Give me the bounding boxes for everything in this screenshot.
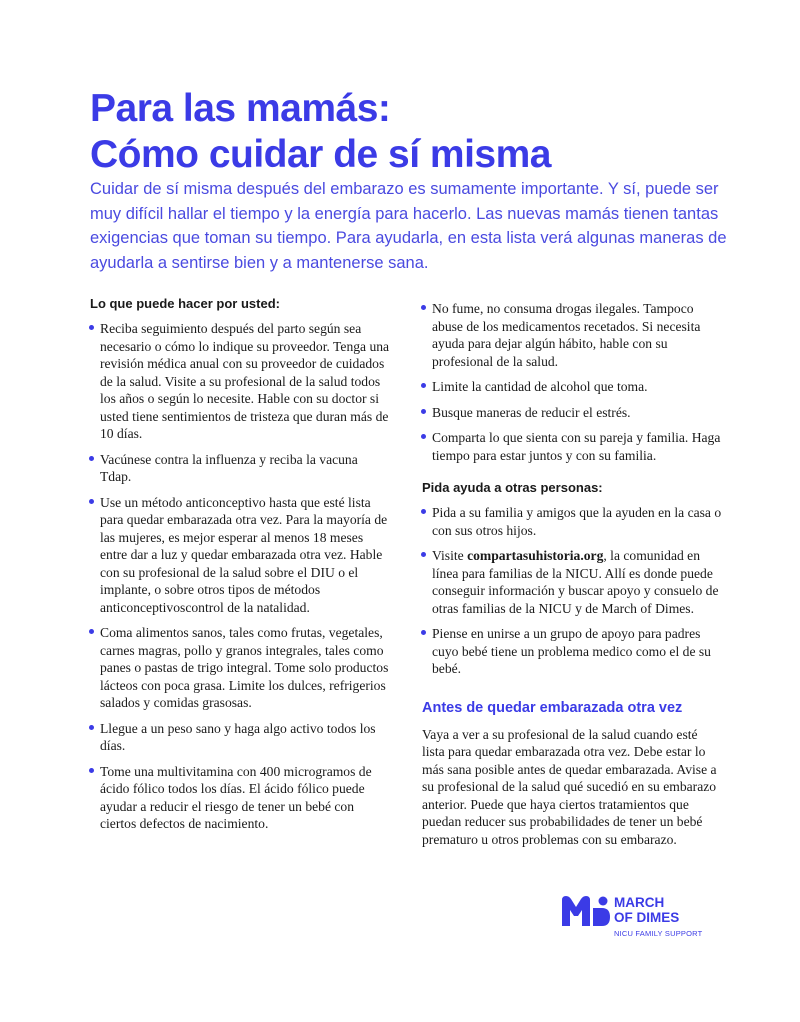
bullet-icon [421,630,426,635]
list-item: Busque maneras de reducir el estrés. [422,404,722,422]
bullet-icon [89,768,94,773]
bullet-icon [89,456,94,461]
list-item: Vacúnese contra la influenza y reciba la vacuna Tdap. [90,451,390,486]
before-pregnancy-text: Vaya a ver a su profesional de la salud cuando esté lista para quedar embarazada otra vez. Debe estar lo más sana posible antes de quedar embarazada. Avise a su profesional de la salud qué sucedió en su embarazo anterior. Puede que haya ciertos tratamientos que puedan reducer sus probabilidades de tener un bebé prematuro u otros problemas con su embarazo. [422,726,717,847]
bullet-icon [89,725,94,730]
list-item: Pida a su familia y amigos que la ayuden en la casa o con sus otros hijos. [422,504,722,539]
list-item: Limite la cantidad de alcohol que toma. [422,378,722,396]
help-heading: Pida ayuda a otras personas: [422,480,603,495]
logo-subtitle: NICU FAMILY SUPPORT [614,929,703,938]
bullet-icon [421,305,426,310]
list-item: Piense en unirse a un grupo de apoyo para padres cuyo bebé tiene un problema medico como el de su bebé. [422,625,722,678]
help-list [422,504,722,678]
list-item: Comparta lo que sienta con su pareja y familia. Haga tiempo para estar juntos y con su familia. [422,429,722,464]
bullet-icon [421,409,426,414]
list-item: Use un método anticonceptivo hasta que esté lista para quedar embarazada otra vez. Para la mayoría de las mujeres, es mejor esperar al menos 18 meses entre dar a luz y quedar embarazada otra vez. Hable con su profesional de la salud sobre el DIU o el implante, o sobre otros tipos de métodos anticonceptivoscontrol de la natalidad. [90,494,390,617]
before-pregnancy-heading: Antes de quedar embarazada otra vez [422,699,683,716]
self-care-list [90,320,390,833]
march-of-dimes-logo [562,896,712,942]
list-item: Coma alimentos sanos, tales como frutas, vegetales, carnes magras, pollo y granos integrales, tales como panes o pastas de trigo integral. Tome solo productos lácteos con poca grasa. Limite los dulces, refrigerios salados y comidas grasosas. [90,624,390,712]
bullet-icon [89,325,94,330]
bullet-icon [89,499,94,504]
page-title [90,86,551,178]
list-item: Llegue a un peso sano y haga algo activo todos los días. [90,720,390,755]
intro-paragraph: Cuidar de sí misma después del embarazo es sumamente importante. Y sí, puede ser muy difícil hallar el tiempo y la energía para hacerlo. Las nuevas mamás tienen tantas exigencias que toman su tiempo. Para ayudarla, en esta lista verá algunas maneras de ayudarla a sentirse bien y a mantenerse sana. [90,180,727,272]
website-link[interactable]: compartasuhistoria.org [467,548,604,563]
bullet-icon [421,434,426,439]
list-item: Tome una multivitamina con 400 microgramos de ácido fólico todos los días. El ácido fólico puede ayudar a reducir el riesgo de tener un bebé con ciertos defectos de nacimiento. [90,763,390,833]
logo-wordmark: MARCH OF DIMES [614,895,680,925]
title-line-1: Para las mamás: [90,87,391,130]
title-line-2: Cómo cuidar de sí misma [90,133,551,176]
bullet-icon [421,509,426,514]
march-of-dimes-mark-icon [562,896,610,926]
right-column [422,300,722,848]
self-care-list-continued [422,300,722,464]
self-care-heading: Lo que puede hacer por usted: [90,296,280,311]
bullet-icon [421,383,426,388]
list-item: Visite compartasuhistoria.org, la comunidad en línea para familias de la NICU. Allí es donde puede conseguir información y buscar apoyo y consuelo de otras familias de la NICU y de March of Dimes. [422,547,722,617]
list-item: Reciba seguimiento después del parto según sea necesario o cómo lo indique su proveedor. Tenga una revisión médica anual con su proveedor de cuidados de la salud. Visite a su profesional de la salud todos los años o según lo necesite. Hable con su doctor si usted tiene sentimientos de tristeza que duran más de 10 días. [90,320,390,443]
list-item: No fume, no consuma drogas ilegales. Tampoco abuse de los medicamentos recetados. Si necesita ayuda para dejar algún hábito, hable con su profesional de la salud. [422,300,722,370]
bullet-icon [89,629,94,634]
left-column [90,296,390,841]
bullet-icon [421,552,426,557]
